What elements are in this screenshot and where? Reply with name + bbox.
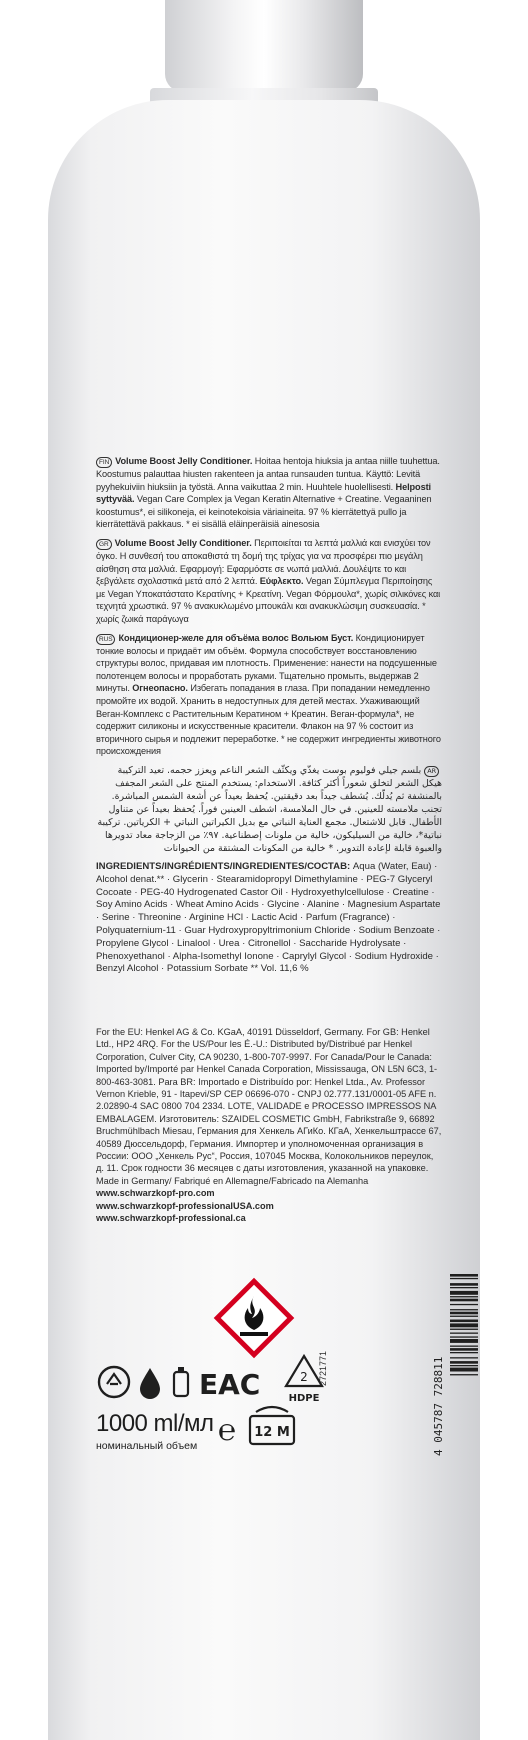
lang-badge-gr: GR [96,539,112,550]
barcode-bar [450,1323,478,1327]
barcode-bar [450,1357,478,1358]
barcode-bar [450,1312,478,1315]
disposal-symbols [96,1362,306,1402]
legal-block [96,1026,442,1225]
barcode-bar [450,1333,478,1334]
legal-text: For the EU: Henkel AG & Co. KGaA, 40191 Düsseldorf, Germany. For GB: Henkel Ltd., HP2 4RQ. For the US/Pour les É.-U.: Distributed by/Distribué par Henkel Corporation, Culver City, CA 90230, 1-800-707-9997. For Canada/Pour le Canada: Imported by/Importé par Henkel Canada Corporation, Mississauga, ON L5N 6C3, 1-800-463-3081. Para BR: Importado e Distribuído por: Henkel Ltda., Av. Professor Vernon Krieble, 91 - Itapevi/SP CEP 06696-070 - CNPJ 02.777.131/0001-05 AFE n. 2.02890-4 SAC 0800 704 2334. LOTE, VALIDADE e PROCESSO IMPRESSOS NA EMBALAGEM. Изготовитель: SZAIDEL COSMETIC GmbH, Fabrikstraße 9, 66892 Bruchmühlbach Miesau, Германия для Хенкель АГиКо. КГаА, Хенкельштрассе 67, 40589 Дюссельдорф, Германия. Импортер и уполномоченная организация в России: ООО „Хенкель Рус“, Россия, 107045 Москва, Колокольников переулок, д. 11. Срок годности 36 месяцев с даты изготовления, указанной на упаковке. Made in Germany/ Fabriqué en Allemagne/Fabricado na Alemanha [96,1027,442,1186]
barcode-bar [450,1309,478,1310]
volume-sub-label: номинальный объем [96,1440,198,1452]
barcode-bar [450,1374,478,1375]
bottle-outline-icon [174,1367,188,1396]
barcode-bar [450,1346,478,1347]
ingredients-block [96,861,442,976]
lang-badge-rus: RUS [96,634,115,645]
recycle-loop-icon [99,1367,129,1397]
pao-text: 12 M [254,1425,290,1440]
barcode-bar [450,1339,478,1343]
website-3: www.schwarzkopf-professional.ca [96,1213,246,1224]
barcode-bar [450,1299,478,1302]
barcode-bar [450,1274,478,1277]
barcode-bar [450,1283,478,1286]
flammable-hazard-icon [208,1272,300,1364]
barcode [432,1268,480,1458]
barcode-bar [450,1296,478,1297]
barcode-bar [450,1278,478,1279]
ingredients-heading: INGREDIENTS/INGRÉDIENTS/INGREDIENTES/СОСТАВ: [96,861,351,872]
volume-label: 1000 ml/мл [96,1410,214,1437]
ingredients-list: Aqua (Water, Eau) · Alcohol denat.** · Glycerin · Stearamidopropyl Dimethylamine · PEG-7 Glyceryl Cocoate · PEG-40 Hydrogenated Castor Oil · Hydroxyethylcellulose · Creatine · Soy Amino Acids · Wheat Amino Acids · Glycine · Alanine · Magnesium Aspartate · Serine · Threonine · Arginine HCl · Lactic Acid · Parfum (Fragrance) · Polyquaternium-11 · Guar Hydroxypropyltrimonium Chloride · Sodium Benzoate · Propylene Glycol · Linalool · Urea · Citronellol · Saccharide Hydrolysate · Phenoxyethanol · Alpha-Isomethyl Ionone · Caprylyl Glycol · Sodium Hydroxide · Benzyl Alcohol · Potassium Sorbate [96,861,441,975]
drop-icon [140,1368,160,1399]
product-description-block [96,455,442,861]
bottle-cap [165,0,363,92]
batch-code: 2721771 [318,1350,328,1386]
barcode-bar [450,1352,478,1353]
barcode-bar [450,1348,478,1351]
barcode-bar [450,1291,478,1295]
barcode-bar [450,1304,478,1305]
pao-icon [244,1402,300,1450]
hdpe-text: HDPE [288,1393,320,1404]
barcode-bar [450,1316,478,1317]
barcode-bar [450,1336,478,1337]
estimated-sign: ℮ [218,1414,237,1447]
website-1: www.schwarzkopf-pro.com [96,1188,215,1199]
ingredients-note: ** Vol. 11,6 % [250,963,309,975]
barcode-bar [450,1361,478,1364]
website-2: www.schwarzkopf-professionalUSA.com [96,1200,274,1211]
barcode-bar [450,1329,478,1330]
barcode-bar [450,1368,478,1372]
barcode-digits: 4 045787 728811 [432,1356,445,1456]
barcode-bar [450,1320,478,1323]
lang-badge-ar: AR [424,766,439,777]
eac-mark: EAC [199,1368,261,1401]
hdpe-number: 2 [300,1370,308,1384]
barcode-bar [450,1365,478,1366]
text-rus: RUS Кондиционер-желе для объёма волос Вольюм Буст. Кондиционирует тонкие волосы и придаёт им объём. Формула способствует восстановлению структуры волос, придавая им плотность. Применение: нанести на подсушенные полотенцем волосы и проработать руками. Тщательно промыть, выдержав 2 минуты. Огнеопасно. Избегать попадания в глаза. При попадании немедленно промойте их водой. Хранить в недоступных для детей местах. Ухаживающий Веган-Комплекс с Растительным Кератином + Креатин. Веган-формула*, не содержит силиконы и искусственные красители. Флакон на 97 % состоит из вторичного сырья и подлежит переработке. * не содержит ингредиенты животного происхождения [96,632,441,757]
text-gr: GR Volume Boost Jelly Conditioner. Περιποιείται τα λεπτά μαλλιά και ενισχύει τον όγκο. Η συνθεσή του αποκαθιστά τη δομή της τρίχας για να προσφέρει πιο μεγάλη αίσθηση στα μαλλιά. Εφαρμογή: Εφαρμόστε σε νωπά μαλλιά. Δουλέψτε το και ξεβγάλετε σχολαστικά μετά από 2 λεπτά. Εύφλεκτο. Vegan Σύμπλεγμα Περιποίησης με Vegan Υποκατάστατο Κερατίνης + Κρεατίνη. Vegan Φόρμουλα*, χωρίς σιλικόνες και τεχνητά χρωστικά. 97 % ανακυκλωμένο μπουκάλι και ανακυκλώσιμη συσκευασία. * χωρίς ζωικά παράγωγα [96,537,441,624]
lang-badge-fin: FIN [96,457,112,468]
text-fin: FIN Volume Boost Jelly Conditioner. Hoitaa hentoja hiuksia ja antaa niille tuuhettua. Koostumus palauttaa hiusten rakenteen ja antaa runsauden tuntua. Käyttö: Levitä pyyhekuiviin hiuksiin ja työstä. Anna vaikuttaa 2 min. Huuhtele huolellisesti. Helposti syttyvää. Vegan Care Complex ja Vegan Keratin Alternative + Creatine. Vegaaninen koostumus*, ei silikoneja, ei keinotekoisia väriaineita. 97 % kierrätettyä pullo ja kierrätettävä pakkaus. * ei sisällä eläinperäisiä ainesosia [96,456,440,530]
text-ar: AR بلسم جيلي فوليوم بوست يغذّي ويكثّف الشعر الناعم ويعزز حجمه. تعيد التركيبة هيكل الشعر لتخلق شعوراً أكثر كثافة. الاستخدام: يستخدم المنتج على الشعر المجفف بالمنشفة ثم يُدلّك. يُشطف جيداً بعد دقيقتين. يُحفظ بعيداً عن أشعة الشمس المباشرة. تجنب ملامسته للعينين. في حال الملامسة، اشطف العينين فوراً. يُحفظ بعيداً عن متناول الأطفال. قابل للاشتعال. مجمع العناية النباتي مع بديل الكيراتين النباتي + الكرياتين. تركيبة نباتية*، خالية من السيليكون، خالية من ملونات إصطناعية. ٩٧٪ من الزجاجة معاد تدويرها والعبوة قابلة لإعادة التدوير. * خالية من المكونات المشتقة من الحيوانات [97,764,442,854]
barcode-bar [450,1287,478,1288]
